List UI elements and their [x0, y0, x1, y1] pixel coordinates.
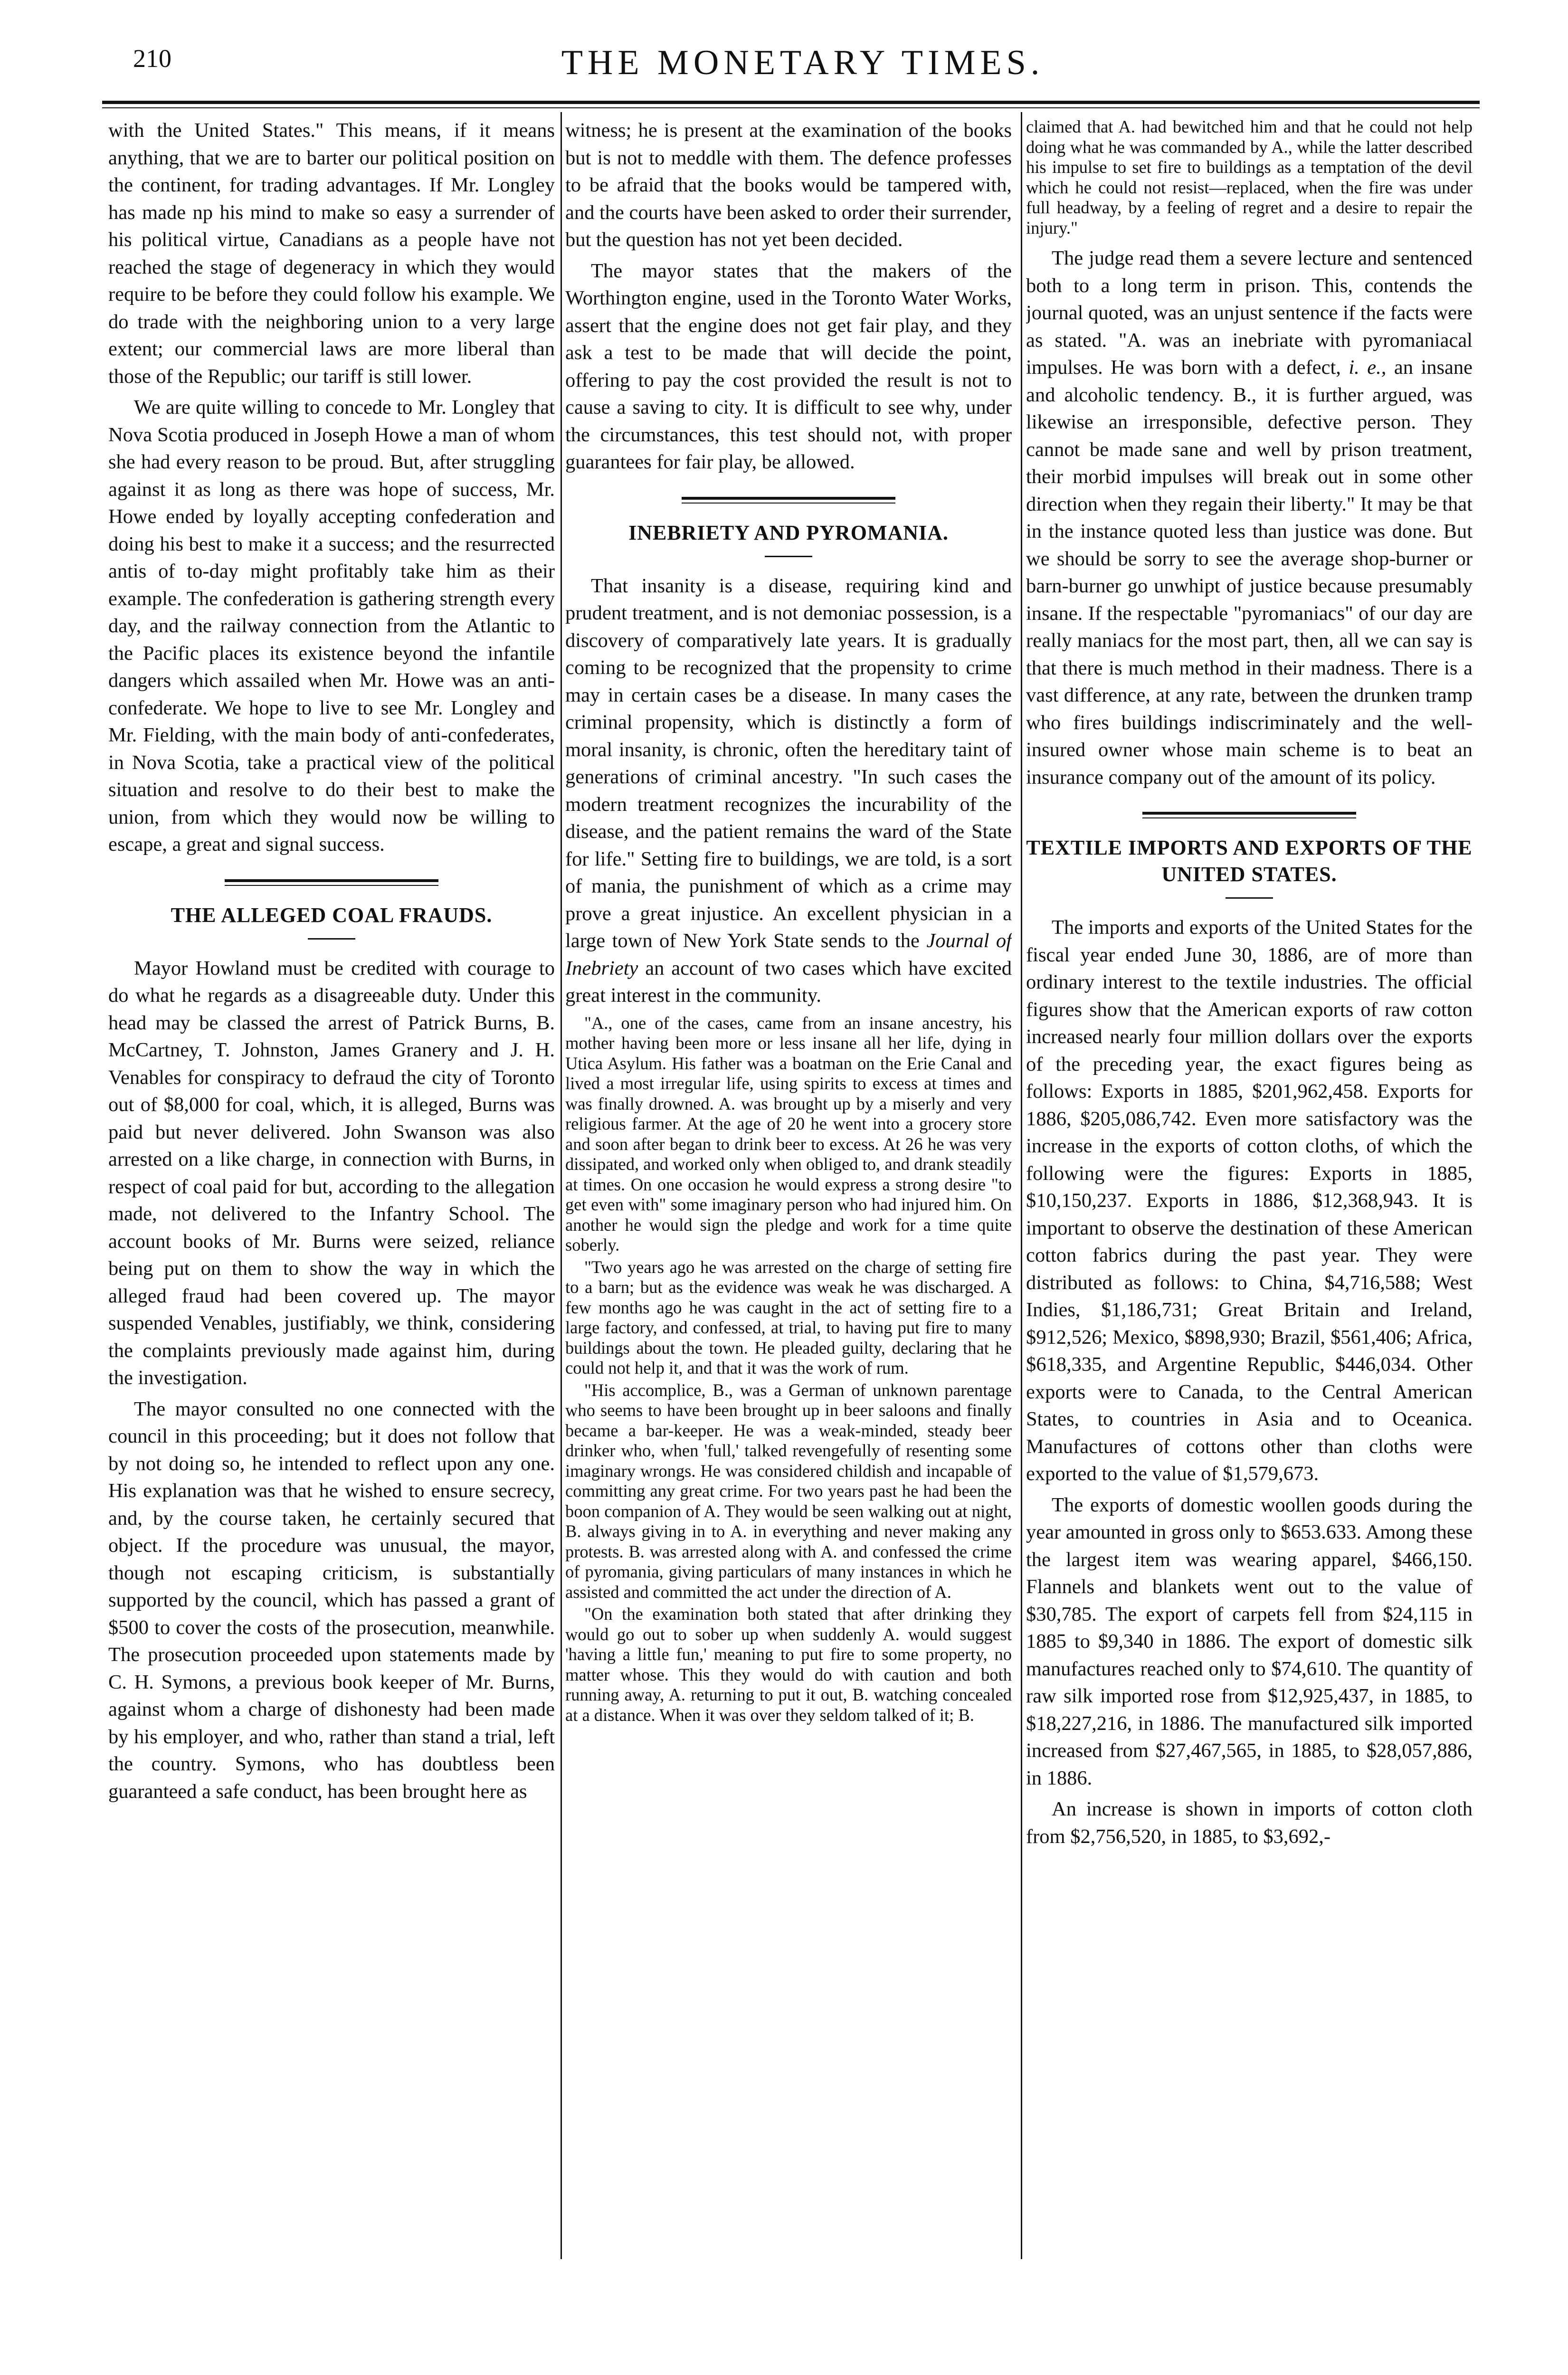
paragraph-text: an insane and alcoholic tendency. B., it is further argued, was likewise an irresponsible, defective person. They cannot be made sane and well by prison treatment, their morbid impulses will break out in some other direction when they regain their liberty." It may be that in the instance quoted less than justice was done. But we should be sorry to see the average shop-burner or barn-burner go unwhipt of justice because presumably insane. If the respectable "pyromaniacs" of our day are really maniacs for the most part, then, all we can say is that there is much method in their madness. There is a vast difference, at any rate, between the drunken tramp who fires buildings indiscriminately and the well-insured owner whose main scheme is to beat an insurance company out of the amount of its policy.	[1026, 356, 1473, 788]
paragraph: with the United States." This means, if it means anything, that we are to barter our political position on the continent, for trading advantages. If Mr. Longley has made np his mind to make so easy a surrender of his political virtue, Canadians as a people have not reached the stage of degeneracy in which they would require to be before they could follow his example. We do trade with the neighboring union to a very large extent; our commercial laws are more liberal than those of the Republic; our tariff is still lower.	[108, 119, 555, 388]
page-number: 210	[133, 44, 171, 73]
quoted-paragraph: "His accomplice, B., was a German of unknown parentage who seems to have been brought up in beer saloons and finally became a bar-keeper. He was a weak-minded, steady beer drinker who, when 'full,' talked revengefully of resenting some imaginary wrongs. He was considered childish and incapable of committing any great crime. For two years past he had been the boon companion of A. They would be seen walking out at night, B. always giving in to A. in everything and never making any protests. B. was arrested along with A. and confessed the crime of pyromania, giving particulars of many instances in which he assisted and committed the act under the direction of A.	[565, 1380, 1012, 1602]
paragraph: We are quite willing to concede to Mr. Longley that Nova Scotia produced in Joseph Howe a man of whom she had every reason to be proud. But, after struggling against it as long as there was hope of success, Mr. Howe ended by loyally accepting confederation and doing his best to make it a success; and the resurrected antis of to-day might profitably take him as their example. The confederation is gathering strength every day, and the railway connection from the Atlantic to the Pacific places its existence beyond the infantile dangers which assailed when Mr. Howe was an anti-confederate. We hope to live to see Mr. Longley and Mr. Fielding, with the main body of anti-confederates, in Nova Scotia, take a practical view of the political situation and resolve to do their best to make the union, from which they would now be willing to escape, a great and signal success.	[108, 396, 555, 855]
abbreviation: i. e.,	[1349, 356, 1387, 379]
paragraph: The imports and exports of the United States for the fiscal year ended June 30, 1886, are of more than ordinary interest to the textile industries. The official figures show that the American exports of raw cotton increased nearly four million dollars over the exports of the preceding year, the exact figures being as follows: Exports in 1885, $201,962,458. Exports for 1886, $205,086,742. Even more satisfactory was the increase in the exports of cotton cloths, of which the following were the figures: Exports in 1885, $10,150,237. Exports in 1886, $12,368,943. It is important to observe the destination of these American cotton fabrics during the past year. They were distributed as follows: to China, $4,716,588; West Indies, $1,186,731; Great Britain and Ireland, $912,526; Mexico, $898,930; Brazil, $561,406; Africa, $618,335, and Argentine Republic, $446,034. Other exports were to Canada, to the Central American States, to countries in Asia and to Oceanica. Manufactures of cottons other than cloths were exported to the value of $1,579,673.	[1026, 916, 1473, 1485]
paragraph	[565, 572, 1012, 1009]
paragraph-text: That insanity is a disease, requiring kind and prudent treatment, and is not demoniac possession, is a discovery of comparatively late years. It is gradually coming to be recognized that the propensity to crime may in certain cases be a disease. In many cases the criminal propensity, which is distinctly a form of moral insanity, is chronic, often the hereditary taint of generations of criminal ancestry. "In such cases the modern treatment recognizes the incurability of the disease, and the patient remains the ward of the State for life." Setting fire to buildings, we are told, is a sort of mania, the punishment of which as a crime may prove a great injustice. An excellent physician in a large town of New York State sends to the	[565, 574, 1012, 952]
paragraph: The mayor consulted no one connected with the council in this proceeding; but it does not follow that by not doing so, he intended to reflect upon any one. His explanation was that he wished to ensure secrecy, and, by the course taken, he certainly secured that object. If the procedure was unusual, the mayor, though not escaping criticism, is substantially supported by the council, which has passed a grant of $500 to cover the costs of the prosecution, meanwhile. The prosecution proceeded upon statements made by C. H. Symons, a previous book keeper of Mr. Burns, against whom a charge of dishonesty had been made by his employer, and who, rather than stand a trial, left the country. Symons, who has doubtless been guaranteed a safe conduct, has been brought here as	[108, 1397, 555, 1803]
quoted-paragraph: claimed that A. had bewitched him and that he could not help doing what he was commanded by A., while the latter described his impulse to set fire to buildings as a temptation of the devil which he could not resist—replaced, when the fire was under full headway, by a feeling of regret and a desire to repair the injury."	[1026, 117, 1473, 238]
title-underline	[765, 556, 812, 557]
paragraph-text: The judge read them a severe lecture and sentenced both to a long term in prison. This, contends the journal quoted, was an unjust sentence if the facts were as stated. "A. was an inebriate with pyromaniacal impulses. He was born with a defect,	[1026, 247, 1473, 379]
paragraph	[1026, 245, 1473, 791]
quoted-paragraph: "A., one of the cases, came from an insane ancestry, his mother having been more or less insane all her life, dying in Utica Asylum. His father was a boatman on the Erie Canal and lived a most irregular life, using spirits to excess at times and was finally drowned. A. was brought up by a miserly and very religious farmer. At the age of 20 he went into a grocery store and soon after began to drink beer to excess. At 26 he was very dissipated, and worked only when obliged to, and drank steadily at times. On one occasion he would express a strong desire "to get even with" some imaginary person who had injured him. On another he would sign the pledge and work for a time quite soberly.	[565, 1013, 1012, 1254]
paragraph: Mayor Howland must be credited with courage to do what he regards as a disagreeable duty. Under this head may be classed the arrest of Patrick Burns, B. McCartney, T. Johnston, James Granery and J. H. Venables for conspiracy to defraud the city of Toronto out of $8,000 for coal, which, it is alleged, Burns was paid but never delivered. John Swanson was also arrested on a like charge, in connection with Burns, in respect of coal paid for but, according to the allegation made, not delivered to the Infantry School. The account books of Mr. Burns were seized, reliance being put on them to show the way in which the alleged fraud had been covered up. The mayor suspended Venables, justifiably, we think, considering the complaints previously made against him, during the investigation.	[108, 957, 555, 1389]
section-divider	[682, 497, 895, 504]
quoted-paragraph: "On the examination both stated that after drinking they would go out to sober up when suddenly A. would suggest 'having a little fun,' meaning to put fire to some property, no matter whose. This they would do with caution and both running away, A. returning to put it out, B. watching concealed at a distance. When it was over they seldom talked of it; B.	[565, 1604, 1012, 1725]
column-1	[108, 117, 555, 2264]
journal-name: Journal of Inebriety	[565, 930, 1012, 979]
column-divider-2	[1021, 112, 1022, 2259]
quoted-paragraph: "Two years ago he was arrested on the charge of setting fire to a barn; but as the evidence was weak he was discharged. A few months ago he was caught in the act of setting fire to a large factory, and confessed, at trial, to having put fire to many buildings about the town. He pleaded guilty, declaring that he could not help it, and that it was the work of rum.	[565, 1257, 1012, 1378]
masthead-title: THE MONETARY TIMES.	[561, 43, 1045, 82]
column-3	[1026, 117, 1473, 2264]
section-divider	[1142, 812, 1356, 818]
paragraph-text: an account of two cases which have excited great interest in the community.	[565, 957, 1012, 1007]
section-title-coal-frauds: THE ALLEGED COAL FRAUDS.	[171, 903, 493, 927]
masthead-rule-thin	[102, 107, 1480, 108]
column-divider-1	[561, 112, 562, 2259]
paragraph: The mayor states that the makers of the Worthington engine, used in the Toronto Water Works, assert that the engine does not get fair play, and they ask a test to be made that will decide the point, offering to pay the cost provided the result is not to cause a saving to city. It is difficult to see why, under the circumstances, this test should not, with proper guarantees for fair play, be allowed.	[565, 259, 1012, 473]
paragraph: An increase is shown in imports of cotton cloth from $2,756,520, in 1885, to $3,692,-	[1026, 1798, 1473, 1848]
title-underline	[308, 938, 355, 940]
section-title-textile-imports: TEXTILE IMPORTS AND EXPORTS OF THE UNITED STATES.	[1026, 836, 1473, 886]
section-divider	[225, 879, 438, 886]
paragraph: witness; he is present at the examination of the books but is not to meddle with them. The defence professes to be afraid that the books would be tampered with, and the courts have been asked to order their surrender, but the question has not yet been decided.	[565, 119, 1012, 251]
title-underline	[1226, 897, 1273, 899]
column-2	[565, 117, 1012, 2264]
masthead-rule-thick	[102, 101, 1480, 104]
section-title-inebriety-pyromania: INEBRIETY AND PYROMANIA.	[628, 521, 949, 544]
paragraph: The exports of domestic woollen goods during the year amounted in gross only to $653.633. Among these the largest item was wearing apparel, $466,150. Flannels and blankets went out to the value of $30,785. The export of carpets fell from $24,115 in 1885 to $9,340 in 1886. The export of domestic silk manufactures reached only to $74,610. The quantity of raw silk imported rose from $12,925,437, in 1885, to $18,227,216, in 1886. The manufactured silk imported increased from $27,467,565, in 1885, to $28,057,886, in 1886.	[1026, 1493, 1473, 1789]
